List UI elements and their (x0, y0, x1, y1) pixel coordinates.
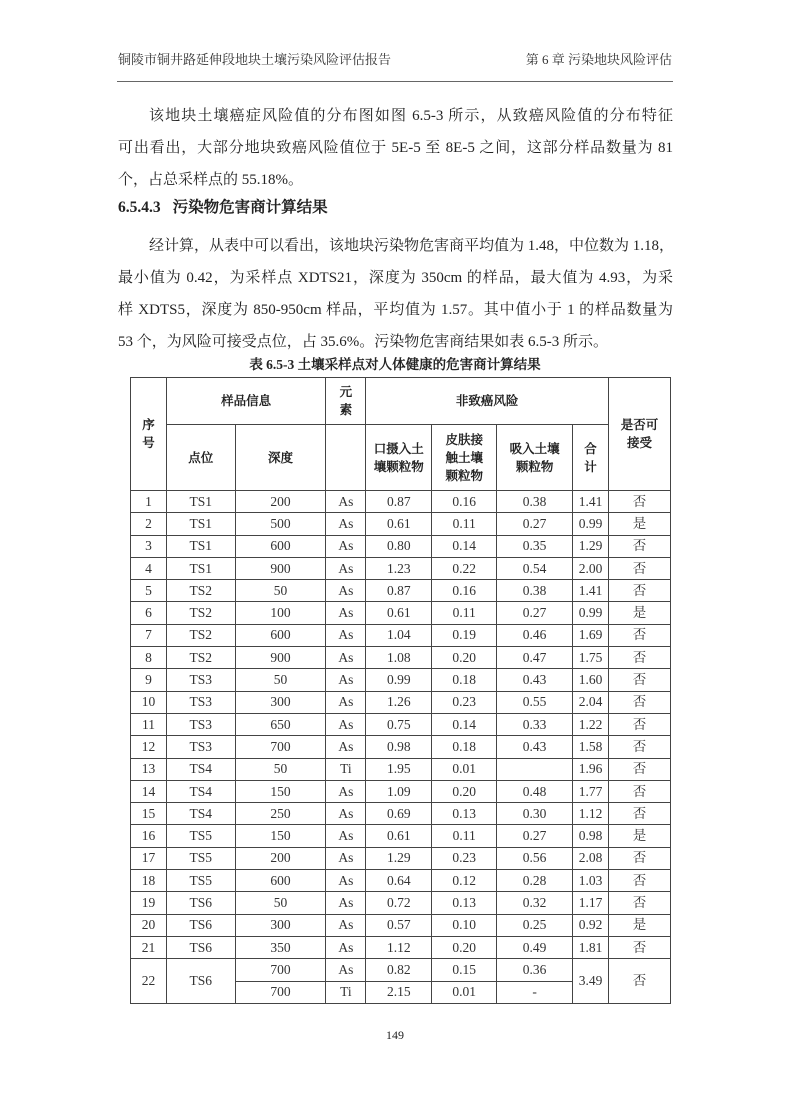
cell-dermal: 0.11 (432, 513, 497, 535)
cell-acceptable: 否 (609, 624, 671, 646)
cell-element: Ti (326, 758, 366, 780)
cell-total: 1.17 (573, 892, 609, 914)
table-row (131, 914, 671, 936)
page-number: 149 (386, 1028, 404, 1042)
cell-oral: 0.61 (366, 513, 432, 535)
cell-point: TS3 (166, 669, 235, 691)
cell-dermal: 0.18 (432, 736, 497, 758)
cell-dermal: 0.11 (432, 602, 497, 624)
table-row (131, 647, 671, 669)
table-row (131, 535, 671, 557)
cell-dermal: 0.22 (432, 557, 497, 579)
table-row (131, 713, 671, 735)
cell-dermal: 0.13 (432, 803, 497, 825)
section-title: 污染物危害商计算结果 (172, 199, 328, 216)
cell-seq: 7 (131, 624, 167, 646)
cell-inhalation: 0.46 (497, 624, 573, 646)
cell-seq: 12 (131, 736, 167, 758)
cell-acceptable: 否 (609, 491, 671, 513)
paragraph-1-line-3: 个，占总采样点的 55.18%。 (118, 172, 303, 188)
cell-inhalation: 0.33 (497, 713, 573, 735)
cell-dermal: 0.14 (432, 535, 497, 557)
table-row (131, 936, 671, 958)
cell-total: 1.03 (573, 870, 609, 892)
cell-point: TS2 (166, 647, 235, 669)
cell-seq: 15 (131, 803, 167, 825)
cell-inhalation: 0.56 (497, 847, 573, 869)
paragraph-1-line-1: 该地块土壤癌症风险值的分布图如图 6.5-3 所示，从致癌风险值的分布特征 (149, 108, 673, 124)
cell-seq: 14 (131, 780, 167, 802)
paragraph-2-line-3: 样 XDTS5，深度为 850-950cm 样品，平均值为 1.57。其中值小于 1 的样品数量为 (118, 302, 673, 318)
cell-point: TS2 (166, 602, 235, 624)
cell-element: As (326, 892, 366, 914)
cell-inhalation: 0.47 (497, 647, 573, 669)
header-sample-info: 样品信息 (166, 378, 326, 425)
cell-element: As (326, 936, 366, 958)
cell-seq: 21 (131, 936, 167, 958)
cell-seq: 22 (131, 959, 167, 1004)
cell-point: TS6 (166, 892, 235, 914)
cell-element: As (326, 491, 366, 513)
cell-depth: 700 (235, 981, 326, 1003)
cell-element: As (326, 870, 366, 892)
cell-seq: 16 (131, 825, 167, 847)
cell-seq: 9 (131, 669, 167, 691)
cell-dermal: 0.14 (432, 713, 497, 735)
cell-point: TS6 (166, 936, 235, 958)
table-row (131, 803, 671, 825)
cell-depth: 200 (235, 847, 326, 869)
cell-element: As (326, 624, 366, 646)
paragraph-2-line-4: 53 个，为风险可接受点位，占 35.6%。污染物危害商结果如表 6.5-3 所示。 (118, 334, 608, 350)
cell-dermal: 0.15 (432, 959, 497, 981)
cell-dermal: 0.16 (432, 491, 497, 513)
cell-seq: 18 (131, 870, 167, 892)
cell-total: 1.77 (573, 780, 609, 802)
paragraph-2-line-1: 经计算，从表中可以看出，该地块污染物危害商平均值为 1.48，中位数为 1.18， (149, 238, 675, 254)
cell-seq: 8 (131, 647, 167, 669)
cell-depth: 200 (235, 491, 326, 513)
header-seq: 序号 (131, 378, 167, 491)
cell-dermal: 0.01 (432, 981, 497, 1003)
table-row (131, 580, 671, 602)
cell-depth: 900 (235, 557, 326, 579)
cell-total: 0.99 (573, 602, 609, 624)
cell-inhalation: 0.28 (497, 870, 573, 892)
cell-depth: 250 (235, 803, 326, 825)
cell-element: As (326, 780, 366, 802)
cell-point: TS5 (166, 847, 235, 869)
cell-acceptable: 否 (609, 713, 671, 735)
cell-acceptable: 是 (609, 825, 671, 847)
header-inhalation: 吸入土壤颗粒物 (497, 425, 573, 491)
cell-depth: 350 (235, 936, 326, 958)
cell-oral: 1.95 (366, 758, 432, 780)
cell-acceptable: 是 (609, 602, 671, 624)
cell-oral: 0.98 (366, 736, 432, 758)
cell-oral: 1.08 (366, 647, 432, 669)
cell-seq: 19 (131, 892, 167, 914)
cell-oral: 0.69 (366, 803, 432, 825)
cell-acceptable: 否 (609, 892, 671, 914)
cell-point: TS5 (166, 825, 235, 847)
cell-seq: 17 (131, 847, 167, 869)
cell-dermal: 0.20 (432, 936, 497, 958)
header-element-blank (326, 425, 366, 491)
cell-seq: 10 (131, 691, 167, 713)
cell-inhalation: 0.35 (497, 535, 573, 557)
cell-total: 1.29 (573, 535, 609, 557)
cell-acceptable: 是 (609, 513, 671, 535)
cell-total: 1.12 (573, 803, 609, 825)
cell-total: 3.49 (573, 959, 609, 1004)
cell-acceptable: 否 (609, 580, 671, 602)
cell-element: As (326, 602, 366, 624)
cell-acceptable: 否 (609, 870, 671, 892)
cell-inhalation: 0.27 (497, 513, 573, 535)
cell-element: As (326, 736, 366, 758)
header-point: 点位 (166, 425, 235, 491)
cell-element: As (326, 959, 366, 981)
cell-point: TS3 (166, 713, 235, 735)
cell-point: TS3 (166, 691, 235, 713)
cell-element: As (326, 535, 366, 557)
cell-seq: 13 (131, 758, 167, 780)
cell-point: TS6 (166, 914, 235, 936)
cell-depth: 600 (235, 535, 326, 557)
table-row (131, 758, 671, 780)
cell-oral: 0.61 (366, 602, 432, 624)
cell-oral: 1.12 (366, 936, 432, 958)
cell-acceptable: 否 (609, 557, 671, 579)
table-row (131, 669, 671, 691)
cell-acceptable: 否 (609, 936, 671, 958)
hazard-quotient-table (130, 377, 671, 1004)
cell-dermal: 0.16 (432, 580, 497, 602)
cell-oral: 0.87 (366, 491, 432, 513)
cell-point: TS1 (166, 557, 235, 579)
header-chapter: 第 6 章 污染地块风险评估 (525, 52, 672, 67)
cell-depth: 50 (235, 892, 326, 914)
cell-acceptable: 否 (609, 647, 671, 669)
cell-depth: 50 (235, 580, 326, 602)
cell-seq: 2 (131, 513, 167, 535)
cell-total: 1.41 (573, 580, 609, 602)
cell-point: TS1 (166, 513, 235, 535)
cell-seq: 1 (131, 491, 167, 513)
cell-depth: 150 (235, 780, 326, 802)
cell-seq: 4 (131, 557, 167, 579)
cell-total: 0.92 (573, 914, 609, 936)
cell-oral: 0.57 (366, 914, 432, 936)
cell-total: 1.60 (573, 669, 609, 691)
cell-point: TS2 (166, 580, 235, 602)
cell-dermal: 0.13 (432, 892, 497, 914)
cell-dermal: 0.23 (432, 691, 497, 713)
table-row (131, 513, 671, 535)
cell-element: As (326, 557, 366, 579)
table-row (131, 870, 671, 892)
cell-depth: 100 (235, 602, 326, 624)
cell-total: 1.22 (573, 713, 609, 735)
cell-element: As (326, 803, 366, 825)
header-oral: 口摄入土壤颗粒物 (366, 425, 432, 491)
cell-element: As (326, 669, 366, 691)
cell-element: As (326, 825, 366, 847)
cell-seq: 5 (131, 580, 167, 602)
cell-inhalation: 0.55 (497, 691, 573, 713)
cell-point: TS1 (166, 491, 235, 513)
cell-depth: 900 (235, 647, 326, 669)
cell-point: TS3 (166, 736, 235, 758)
cell-total: 0.99 (573, 513, 609, 535)
cell-element: As (326, 647, 366, 669)
cell-seq: 3 (131, 535, 167, 557)
cell-total: 1.69 (573, 624, 609, 646)
cell-acceptable: 否 (609, 758, 671, 780)
table-caption: 表 6.5-3 土壤采样点对人体健康的危害商计算结果 (249, 357, 541, 372)
cell-inhalation: 0.30 (497, 803, 573, 825)
cell-acceptable: 否 (609, 535, 671, 557)
cell-inhalation: 0.43 (497, 669, 573, 691)
header-dermal: 皮肤接触土壤颗粒物 (432, 425, 497, 491)
cell-acceptable: 否 (609, 847, 671, 869)
cell-oral: 1.23 (366, 557, 432, 579)
header-report-title: 铜陵市铜井路延伸段地块土壤污染风险评估报告 (118, 52, 392, 67)
cell-depth: 700 (235, 736, 326, 758)
table-row (131, 892, 671, 914)
cell-point: TS4 (166, 803, 235, 825)
table-row (131, 624, 671, 646)
cell-seq: 20 (131, 914, 167, 936)
cell-acceptable: 否 (609, 803, 671, 825)
header-acceptable: 是否可接受 (609, 378, 671, 491)
header-depth: 深度 (235, 425, 326, 491)
cell-dermal: 0.19 (432, 624, 497, 646)
cell-acceptable: 否 (609, 691, 671, 713)
cell-oral: 1.09 (366, 780, 432, 802)
cell-depth: 600 (235, 870, 326, 892)
cell-oral: 1.26 (366, 691, 432, 713)
cell-depth: 50 (235, 758, 326, 780)
cell-oral: 0.64 (366, 870, 432, 892)
table-row (131, 847, 671, 869)
cell-total: 1.75 (573, 647, 609, 669)
cell-point: TS1 (166, 535, 235, 557)
cell-element: Ti (326, 981, 366, 1003)
cell-dermal: 0.20 (432, 647, 497, 669)
cell-total: 1.41 (573, 491, 609, 513)
cell-oral: 0.72 (366, 892, 432, 914)
cell-acceptable: 否 (609, 780, 671, 802)
cell-oral: 1.29 (366, 847, 432, 869)
cell-element: As (326, 513, 366, 535)
cell-acceptable: 否 (609, 959, 671, 1004)
cell-oral: 0.82 (366, 959, 432, 981)
cell-inhalation (497, 758, 573, 780)
cell-dermal: 0.12 (432, 870, 497, 892)
cell-total: 2.00 (573, 557, 609, 579)
header-divider (117, 81, 673, 82)
cell-element: As (326, 691, 366, 713)
cell-point: TS2 (166, 624, 235, 646)
page-header (118, 52, 672, 68)
cell-inhalation: 0.32 (497, 892, 573, 914)
table-row (131, 959, 671, 981)
cell-acceptable: 否 (609, 669, 671, 691)
cell-total: 2.04 (573, 691, 609, 713)
cell-point: TS4 (166, 780, 235, 802)
cell-inhalation: 0.38 (497, 491, 573, 513)
cell-depth: 650 (235, 713, 326, 735)
header-total: 合计 (573, 425, 609, 491)
cell-oral: 0.99 (366, 669, 432, 691)
cell-depth: 300 (235, 691, 326, 713)
cell-dermal: 0.23 (432, 847, 497, 869)
cell-oral: 0.75 (366, 713, 432, 735)
cell-acceptable: 否 (609, 736, 671, 758)
cell-seq: 11 (131, 713, 167, 735)
cell-depth: 700 (235, 959, 326, 981)
cell-dermal: 0.01 (432, 758, 497, 780)
cell-depth: 50 (235, 669, 326, 691)
cell-total: 1.58 (573, 736, 609, 758)
table-row (131, 691, 671, 713)
cell-dermal: 0.10 (432, 914, 497, 936)
cell-seq: 6 (131, 602, 167, 624)
header-element: 元素 (326, 378, 366, 425)
cell-depth: 150 (235, 825, 326, 847)
paragraph-1-line-2: 可出看出，大部分地块致癌风险值位于 5E-5 至 8E-5 之间，这部分样品数量为 81 (118, 140, 673, 156)
table-row (131, 491, 671, 513)
cell-inhalation: 0.43 (497, 736, 573, 758)
cell-point: TS4 (166, 758, 235, 780)
cell-oral: 0.61 (366, 825, 432, 847)
cell-inhalation: 0.48 (497, 780, 573, 802)
cell-oral: 0.87 (366, 580, 432, 602)
cell-dermal: 0.18 (432, 669, 497, 691)
cell-dermal: 0.20 (432, 780, 497, 802)
header-noncarcinogenic-risk: 非致癌风险 (366, 378, 609, 425)
table-row (131, 780, 671, 802)
paragraph-2-line-2: 最小值为 0.42，为采样点 XDTS21，深度为 350cm 的样品，最大值为 4.93，为采 (118, 270, 673, 286)
cell-element: As (326, 914, 366, 936)
table-row (131, 602, 671, 624)
section-heading (118, 199, 340, 217)
cell-dermal: 0.11 (432, 825, 497, 847)
cell-oral: 1.04 (366, 624, 432, 646)
cell-point: TS6 (166, 959, 235, 1004)
cell-oral: 0.80 (366, 535, 432, 557)
cell-acceptable: 是 (609, 914, 671, 936)
cell-point: TS5 (166, 870, 235, 892)
cell-inhalation: 0.25 (497, 914, 573, 936)
table-row (131, 557, 671, 579)
cell-inhalation: 0.49 (497, 936, 573, 958)
cell-total: 1.81 (573, 936, 609, 958)
table-row (131, 736, 671, 758)
cell-inhalation: 0.27 (497, 825, 573, 847)
cell-depth: 500 (235, 513, 326, 535)
cell-depth: 300 (235, 914, 326, 936)
cell-inhalation: 0.38 (497, 580, 573, 602)
cell-element: As (326, 713, 366, 735)
cell-depth: 600 (235, 624, 326, 646)
cell-oral: 2.15 (366, 981, 432, 1003)
cell-inhalation: 0.54 (497, 557, 573, 579)
cell-inhalation: - (497, 981, 573, 1003)
cell-total: 1.96 (573, 758, 609, 780)
table-row (131, 825, 671, 847)
cell-total: 2.08 (573, 847, 609, 869)
section-number: 6.5.4.3 (118, 199, 161, 216)
cell-inhalation: 0.36 (497, 959, 573, 981)
cell-inhalation: 0.27 (497, 602, 573, 624)
cell-element: As (326, 847, 366, 869)
cell-total: 0.98 (573, 825, 609, 847)
cell-element: As (326, 580, 366, 602)
